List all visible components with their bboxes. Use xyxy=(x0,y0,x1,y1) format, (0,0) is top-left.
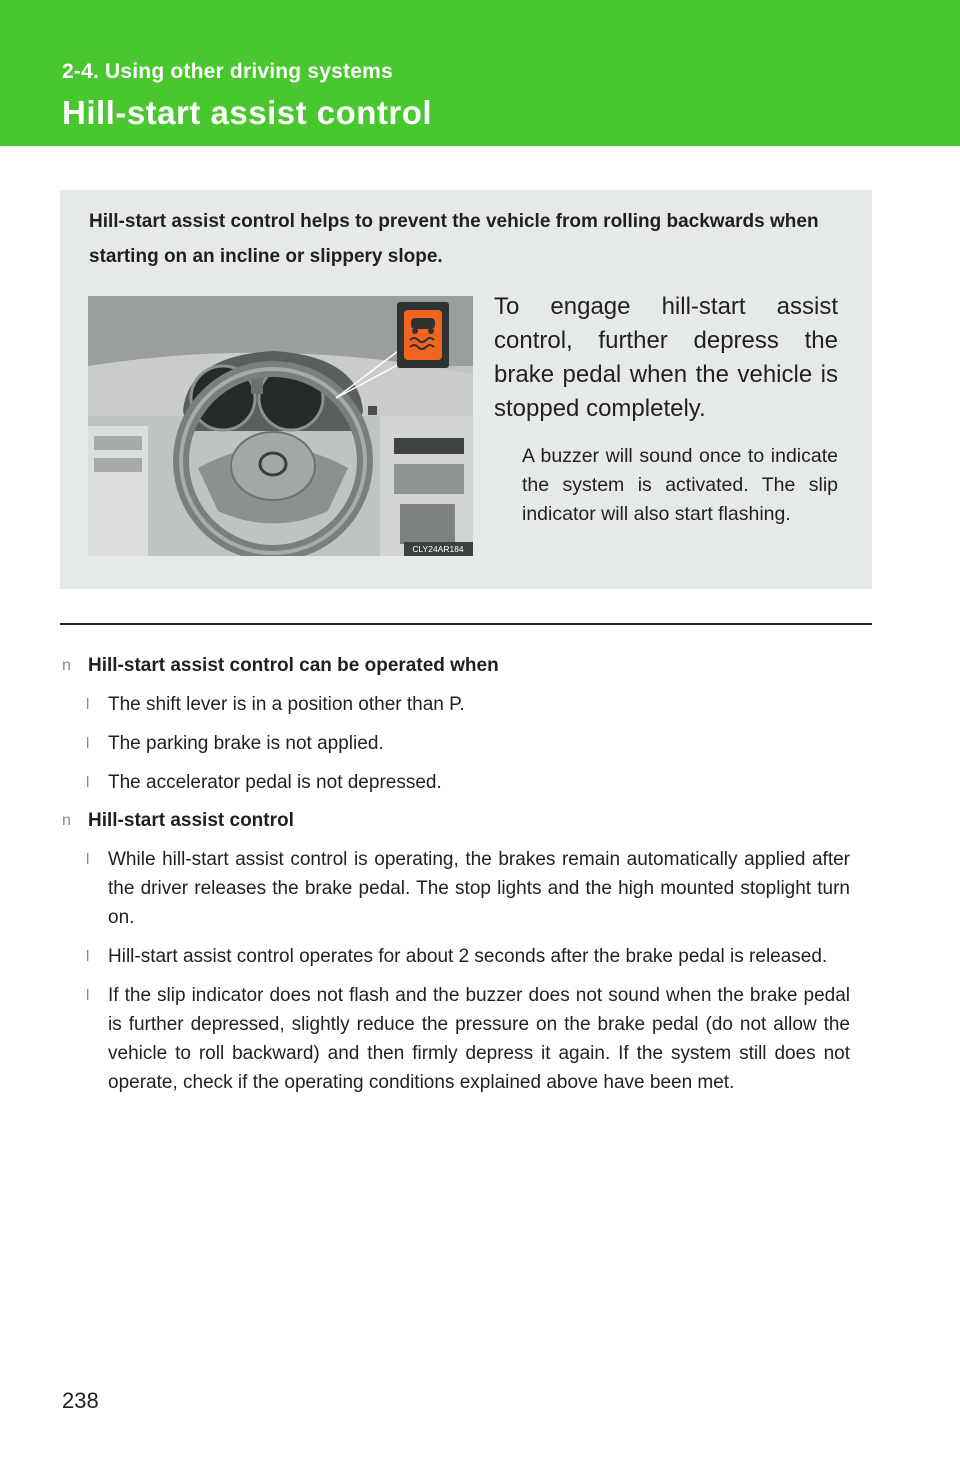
list-item: l The parking brake is not applied. xyxy=(62,729,850,758)
notes-heading-hill-start xyxy=(62,807,850,835)
page-title: Hill-start assist control xyxy=(62,94,433,131)
section-divider xyxy=(60,623,872,625)
square-bullet-icon: n xyxy=(62,812,71,829)
intro-summary: Hill-start assist control helps to prevent the vehicle from rolling backwards when starting on an incline or slippery slope. xyxy=(89,211,819,267)
hill-start-notes-list xyxy=(62,845,850,1097)
section-header-bar xyxy=(0,0,960,146)
section-label: 2-4. Using other driving systems xyxy=(62,60,393,83)
buzzer-note: A buzzer will sound once to indicate the system is activated. The slip indicator will also start flashing. xyxy=(522,445,838,525)
dot-bullet-icon: l xyxy=(86,696,90,713)
dot-bullet-icon: l xyxy=(86,987,90,1004)
list-item: l The shift lever is in a position other than P. xyxy=(62,690,850,719)
heading-text: Hill-start assist control can be operated when xyxy=(88,655,499,676)
dashboard-illustration xyxy=(88,296,473,556)
dot-bullet-icon: l xyxy=(86,774,90,791)
figure-code: CLY24AR184 xyxy=(412,544,464,554)
list-item: l The accelerator pedal is not depressed. xyxy=(62,768,850,797)
square-bullet-icon: n xyxy=(62,657,71,674)
dot-bullet-icon: l xyxy=(86,851,90,868)
list-item: l While hill-start assist control is operating, the brakes remain automatically applied after the driver releases the brake pedal. The stop lights and the high mounted stoplight turn on. xyxy=(62,845,850,932)
operation-conditions-list xyxy=(62,690,850,797)
engage-instruction: To engage hill-start assist control, further depress the brake pedal when the vehicle is stopped completely. xyxy=(494,293,838,422)
notes-content xyxy=(62,652,850,1097)
list-item: l If the slip indicator does not flash and the buzzer does not sound when the brake pedal is further depressed, slightly reduce the pressure on the brake pedal (do not allow the vehicle to roll backward) and then firmly depress it again. If the system still does not operate, check if the operating conditions explained above have been met. xyxy=(62,981,850,1097)
notes-heading-operation-conditions xyxy=(62,652,850,680)
list-item: l Hill-start assist control operates for about 2 seconds after the brake pedal is released. xyxy=(62,942,850,971)
dot-bullet-icon: l xyxy=(86,735,90,752)
intro-box xyxy=(60,190,872,589)
dot-bullet-icon: l xyxy=(86,948,90,965)
page-number: 238 xyxy=(62,1388,99,1413)
heading-text: Hill-start assist control xyxy=(88,810,294,831)
